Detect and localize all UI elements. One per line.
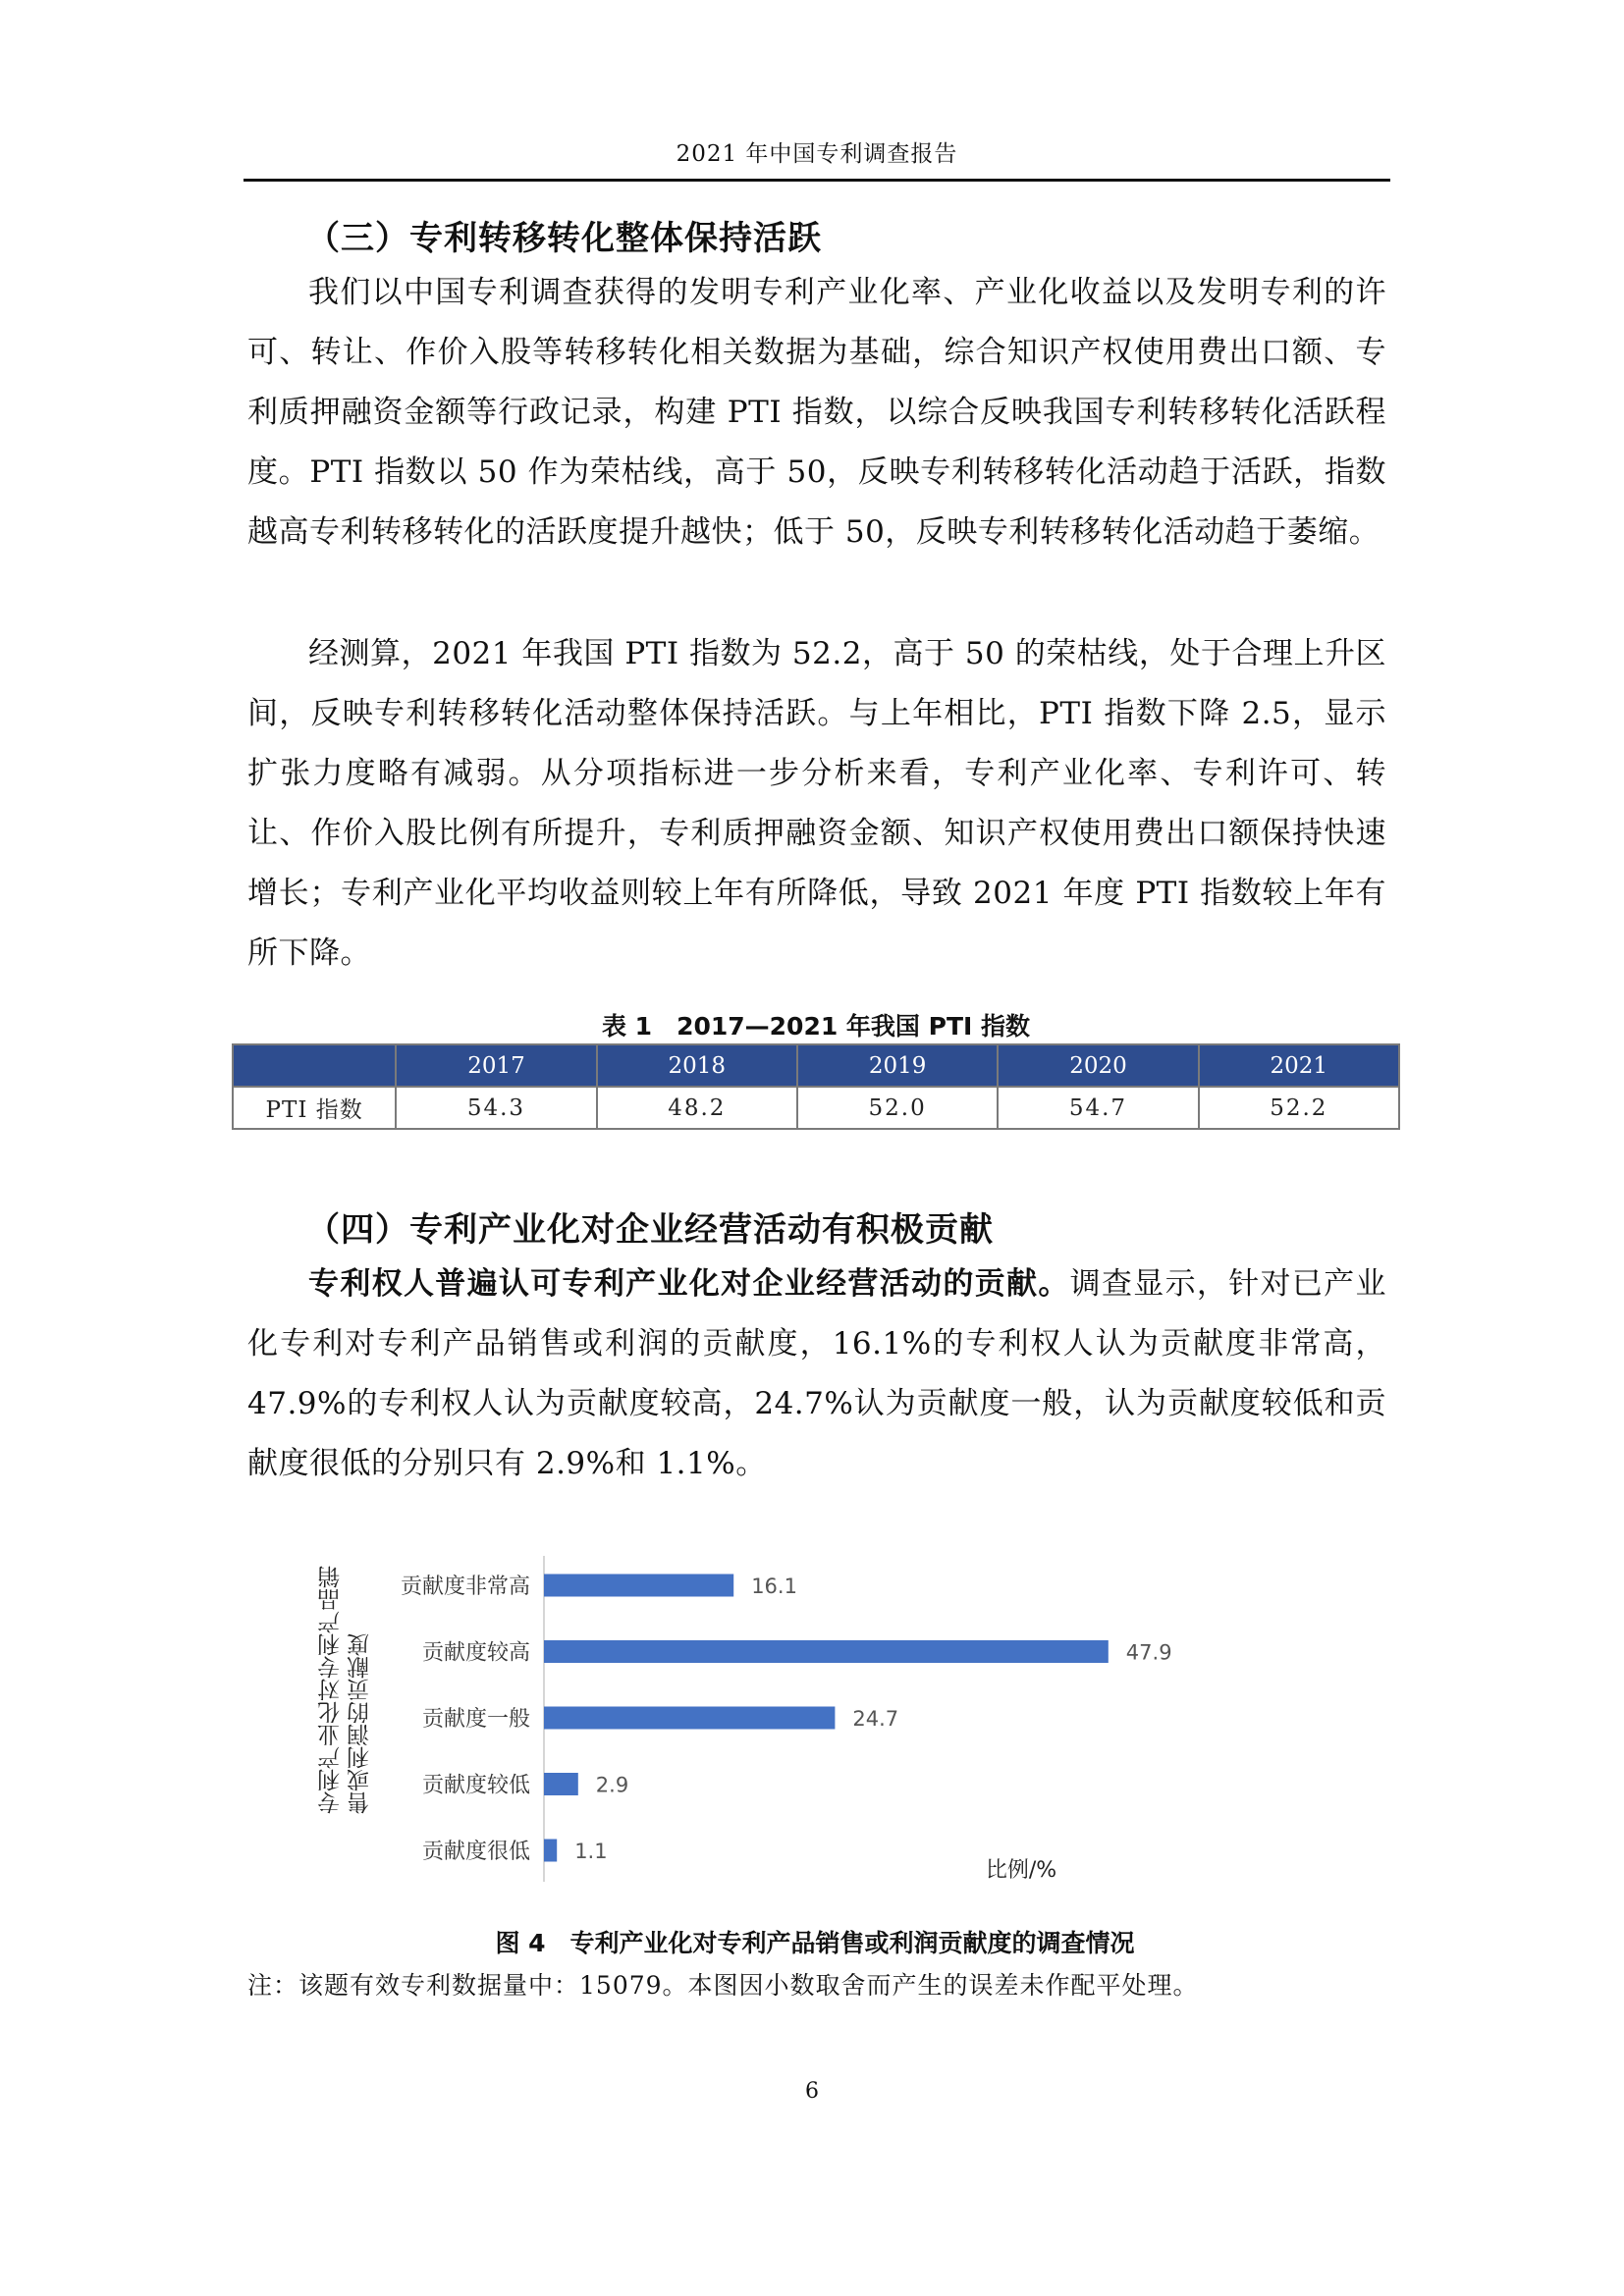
table-cell: 48.2	[597, 1087, 797, 1129]
chart-category-label: 贡献度很低	[421, 1840, 530, 1864]
page-number: 6	[805, 2079, 819, 2104]
contribution-bar-chart	[314, 1536, 1355, 1899]
table-cell: 52.0	[797, 1087, 998, 1129]
chart-value-label: 2.9	[595, 1773, 629, 1797]
chart-x-axis-title: 比例/%	[985, 1858, 1057, 1883]
chart-bar	[544, 1773, 578, 1795]
chart-value-label: 16.1	[751, 1575, 797, 1598]
section-heading-4: （四）专利产业化对企业经营活动有积极贡献	[306, 1210, 994, 1250]
table-header-blank	[233, 1044, 396, 1087]
table-caption: 表 1 2017—2021 年我国 PTI 指数	[601, 1012, 1031, 1041]
table-cell: 52.2	[1199, 1087, 1399, 1129]
chart-category-label: 贡献度一般	[421, 1707, 530, 1732]
chart-value-label: 24.7	[852, 1707, 899, 1731]
chart-bar	[544, 1575, 733, 1597]
chart-category-label: 贡献度非常高	[400, 1575, 530, 1599]
paragraph-3	[247, 1255, 1386, 1494]
running-header: 2021 年中国专利调查报告	[676, 141, 958, 167]
header-rule	[244, 179, 1390, 182]
table-header-year: 2020	[998, 1044, 1198, 1087]
table-row	[233, 1087, 1399, 1129]
chart-y-axis-title-text: 专利产业化对专利产品销 售或利润的贡献度	[318, 1566, 373, 1814]
table-cell: 54.3	[396, 1087, 596, 1129]
figure-note: 注：该题有效专利数据量中：15079。本图因小数取舍而产生的误差未作配平处理。	[247, 1971, 1199, 2000]
paragraph-3-body: 调查显示，针对已产业化专利对专利产品销售或利润的贡献度，16.1%的专利权人认为贡献度非常高，47.9%的专利权人认为贡献度较高，24.7%认为贡献度一般，认为贡献度较低和贡献度很低的分别只有 2.9%和 1.1%。	[247, 1266, 1387, 1481]
table-header-year: 2019	[797, 1044, 998, 1087]
chart-bar	[544, 1840, 557, 1862]
chart-bar	[544, 1640, 1109, 1663]
chart-value-label: 1.1	[574, 1840, 608, 1863]
chart-category-label: 贡献度较低	[421, 1773, 530, 1798]
table-cell: 54.7	[998, 1087, 1198, 1129]
chart-category-label: 贡献度较高	[421, 1640, 530, 1666]
paragraph-3-lead: 专利权人普遍认可专利产业化对企业经营活动的贡献。	[308, 1266, 1070, 1302]
section-heading-3: （三）专利转移转化整体保持活跃	[306, 219, 822, 258]
chart-bar	[544, 1707, 835, 1730]
paragraph-2: 经测算，2021 年我国 PTI 指数为 52.2，高于 50 的荣枯线，处于合理上升区间，反映专利转移转化活动整体保持活跃。与上年相比，PTI 指数下降 2.5，显示扩张力度略有减弱。从分项指标进一步分析来看，专利产业化率、专利许可、转让、作价入股比例有所提升，专利质押融资金额、知识产权使用费出口额保持快速增长；专利产业化平均收益则较上年有所降低，导致 2021 年度 PTI 指数较上年有所下降。	[247, 636, 1386, 971]
table-header-year: 2021	[1199, 1044, 1399, 1087]
table-header-row	[233, 1044, 1399, 1087]
chart-value-label: 47.9	[1125, 1640, 1172, 1665]
table-row-label: PTI 指数	[233, 1087, 396, 1129]
table-header-year: 2018	[597, 1044, 797, 1087]
paragraph-1: 我们以中国专利调查获得的发明专利产业化率、产业化收益以及发明专利的许可、转让、作价入股等转移转化相关数据为基础，综合知识产权使用费出口额、专利质押融资金额等行政记录，构建 PTI 指数，以综合反映我国专利转移转化活跃程度。PTI 指数以 50 作为荣枯线，高于 50，反映专利转移转化活动趋于活跃，指数越高专利转移转化的活跃度提升越快；低于 50，反映专利转移转化活动趋于萎缩。	[247, 275, 1386, 550]
pti-table	[232, 1043, 1400, 1130]
figure-caption: 图 4 专利产业化对专利产品销售或利润贡献度的调查情况	[495, 1929, 1135, 1957]
table-header-year: 2017	[396, 1044, 596, 1087]
